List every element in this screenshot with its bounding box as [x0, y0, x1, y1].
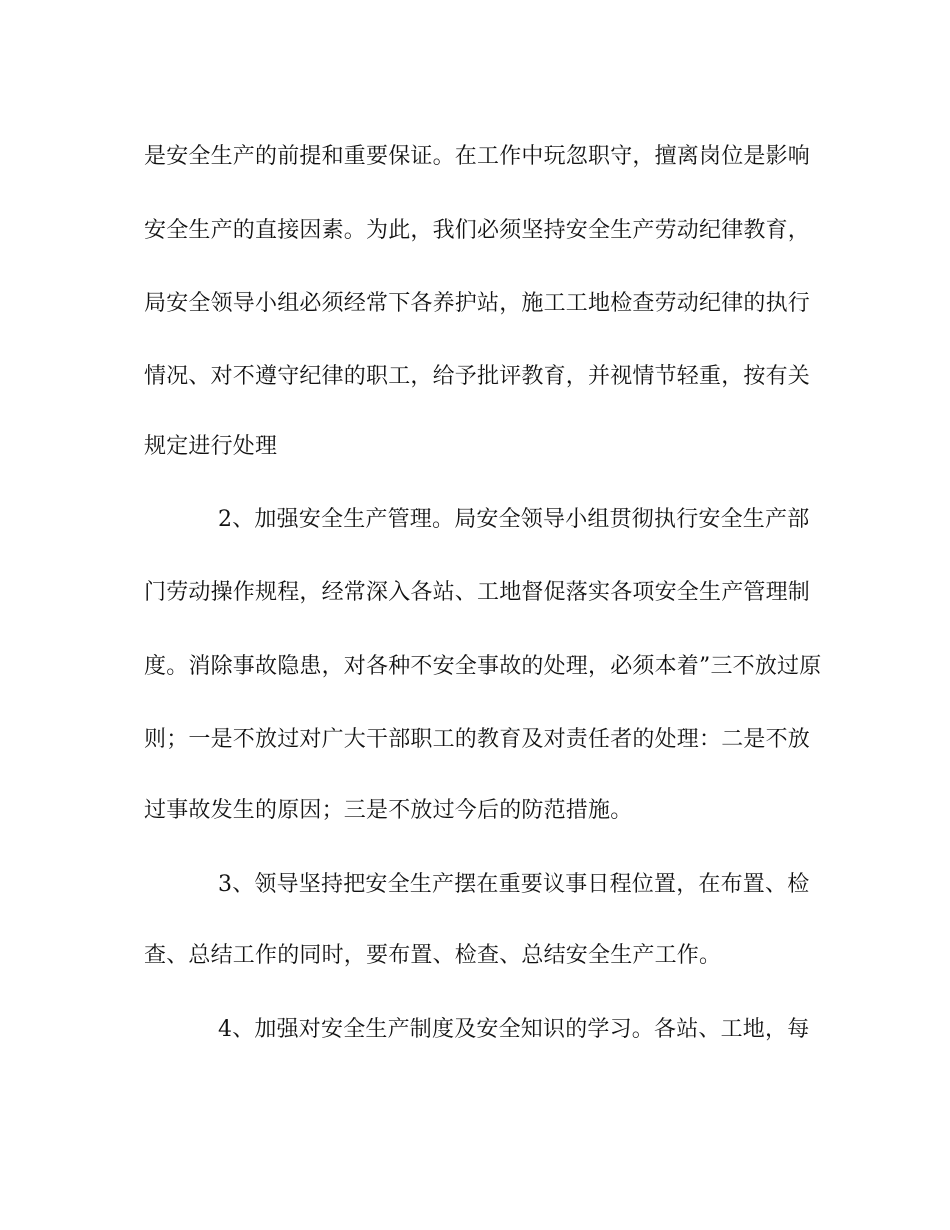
text-line: 安全生产的直接因素。为此，我们必须坚持安全生产劳动纪律教育， [144, 218, 811, 243]
paragraph-3-start: 3、领导坚持把安全生产摆在重要议事日程位置，在布置、检 [218, 872, 810, 897]
text-line: 规定进行处理 [144, 434, 278, 459]
text-line: 是安全生产的前提和重要保证。在工作中玩忽职守，擅离岗位是影响 [144, 144, 811, 169]
paragraph-4-start: 4、加强对安全生产制度及安全知识的学习。各站、工地，每 [218, 1017, 810, 1042]
text-line: 情况、对不遵守纪律的职工，给予批评教育，并视情节轻重，按有关 [144, 364, 811, 389]
text-line: 门劳动操作规程，经常深入各站、工地督促落实各项安全生产管理制 [144, 580, 811, 605]
text-line: 局安全领导小组必须经常下各养护站，施工工地检查劳动纪律的执行 [144, 291, 811, 316]
text-line: 则；一是不放过对广大干部职工的教育及对责任者的处理：二是不放 [144, 727, 811, 752]
text-line: 查、总结工作的同时，要布置、检查、总结安全生产工作。 [144, 943, 722, 968]
text-line: 过事故发生的原因；三是不放过今后的防范措施。 [144, 798, 633, 823]
text-line: 度。消除事故隐患，对各种不安全事故的处理，必须本着”三不放过原 [144, 654, 822, 679]
paragraph-2-start: 2、加强安全生产管理。局安全领导小组贯彻执行安全生产部 [218, 507, 810, 532]
